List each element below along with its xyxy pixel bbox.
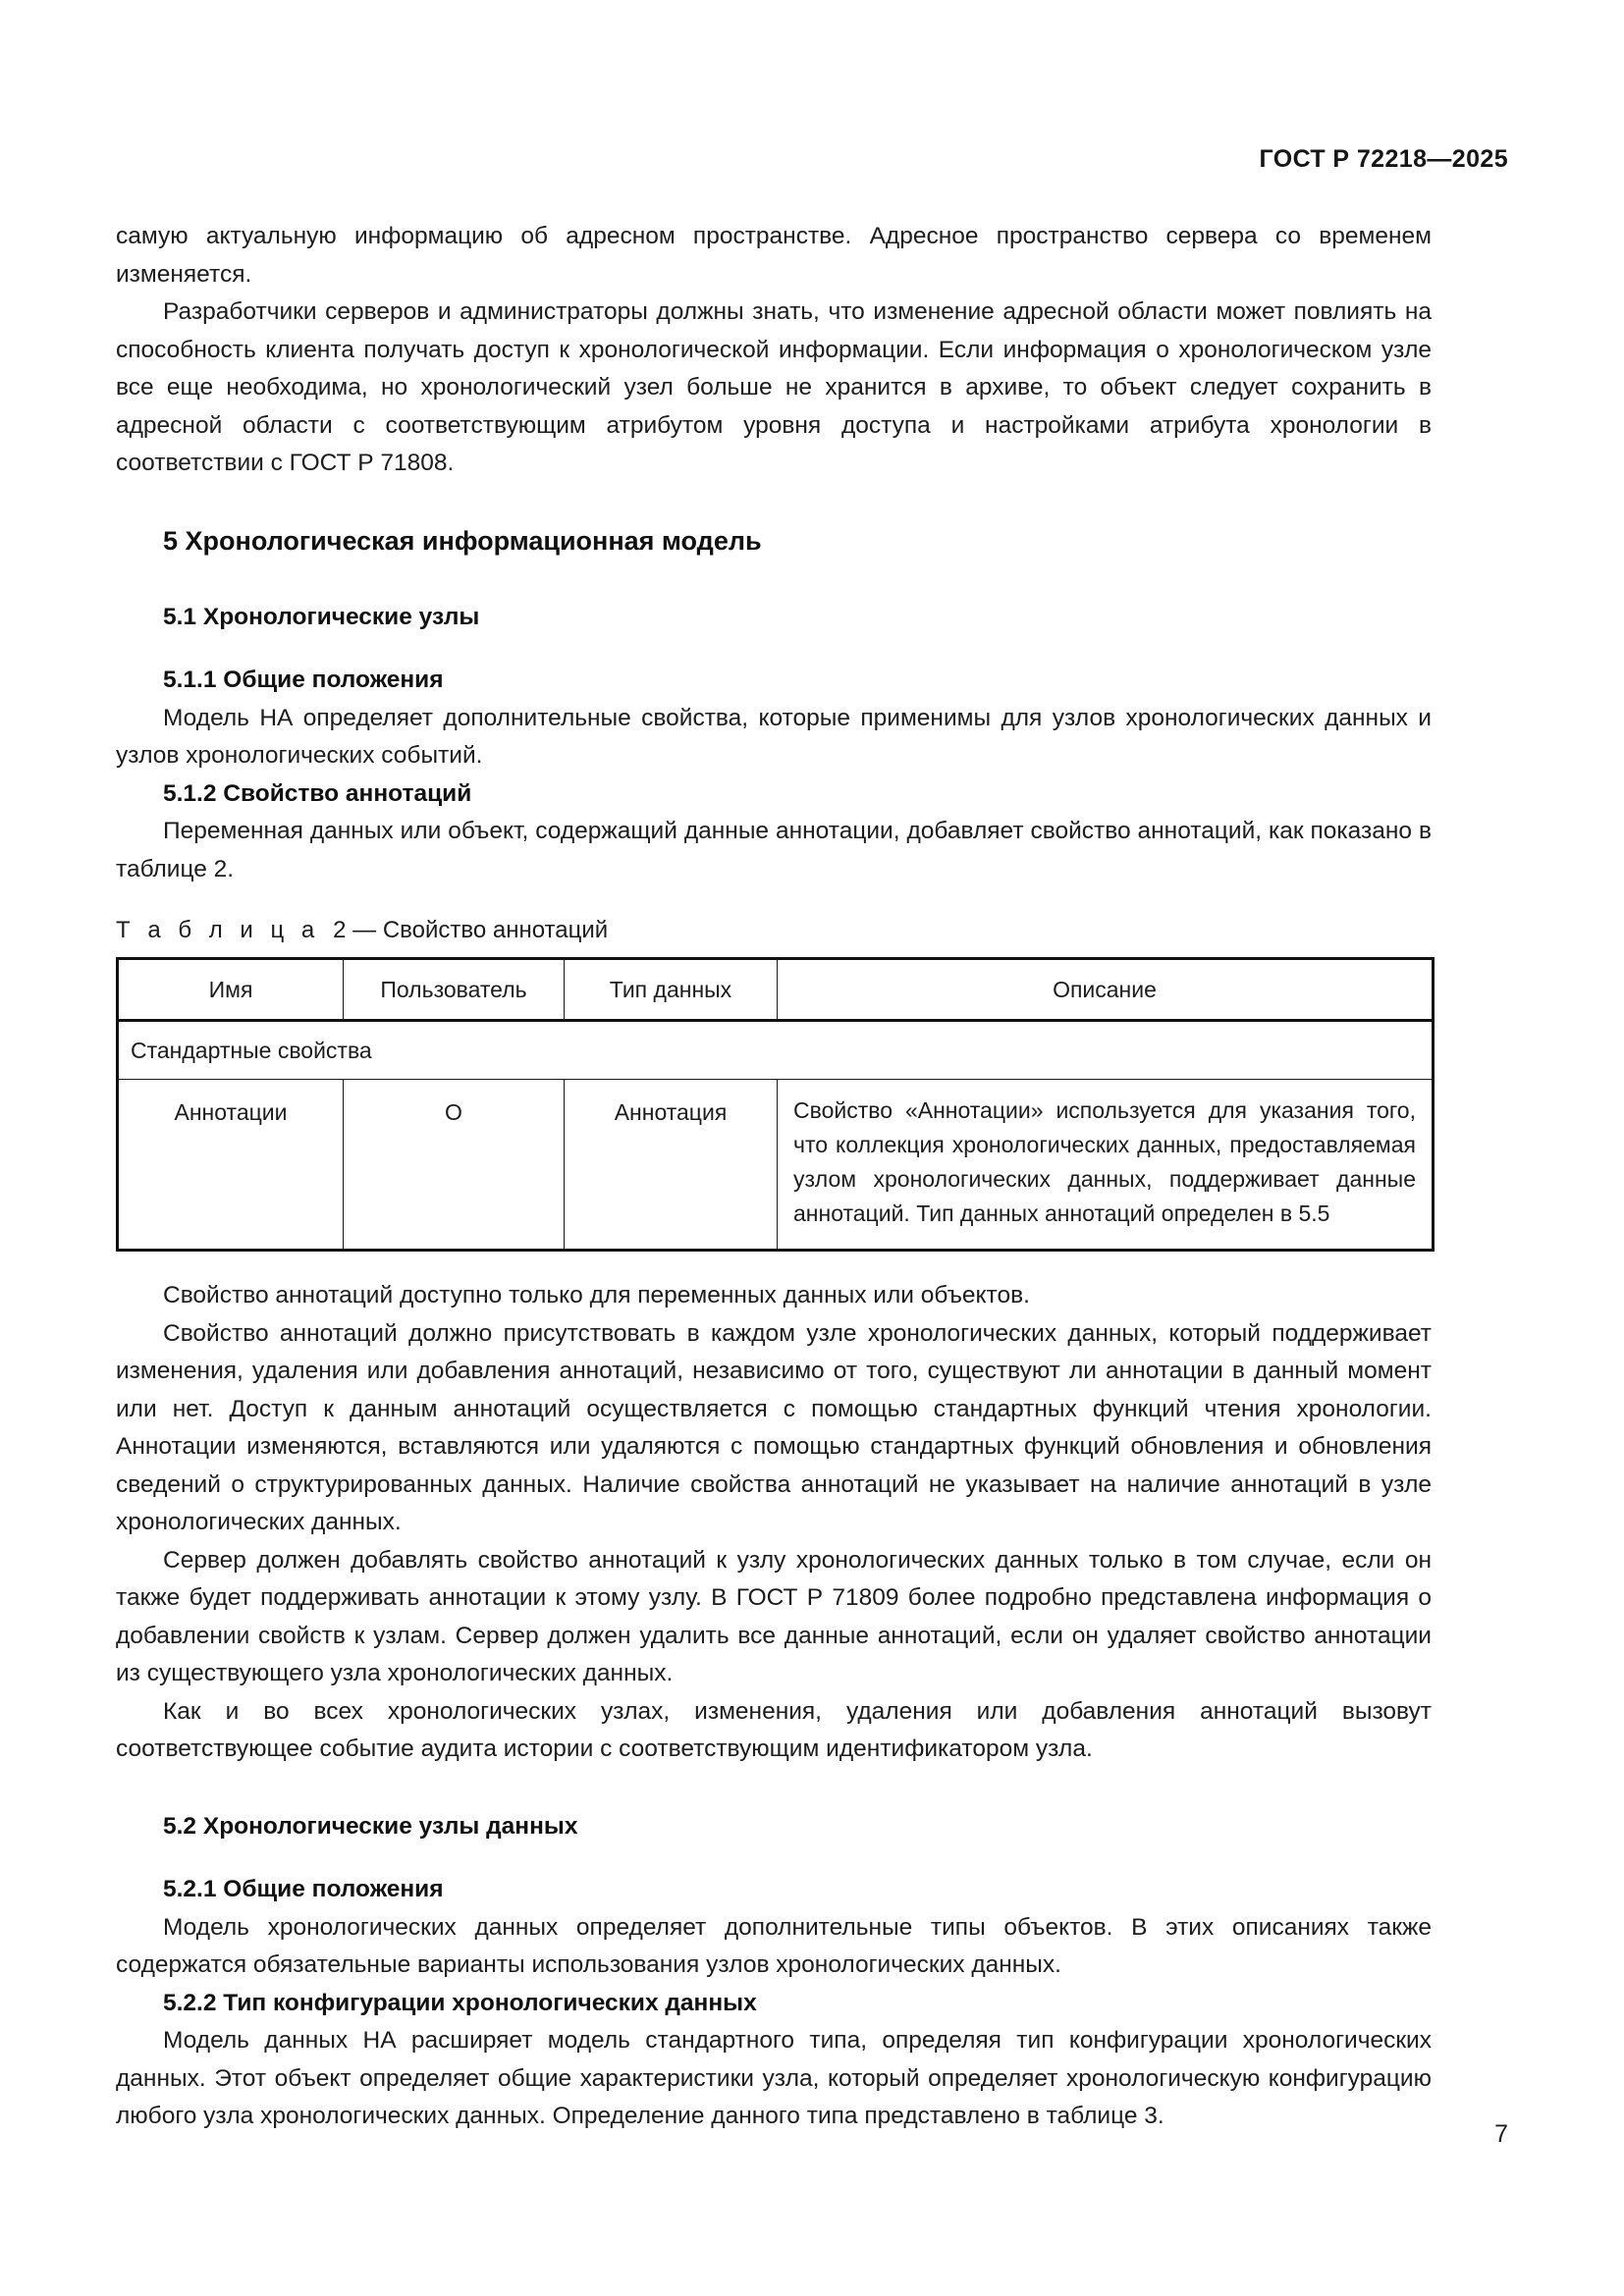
spacer	[116, 1252, 1432, 1277]
table-caption-title: Свойство аннотаций	[382, 917, 609, 943]
table-caption-dash: —	[352, 917, 377, 943]
table-group-label: Стандартные свойства	[118, 1021, 1434, 1080]
heading-clause-5-1-2: 5.1.2 Свойство аннотаций	[163, 779, 472, 807]
page-number: 7	[1494, 2120, 1508, 2148]
paragraph-annotation-presence: Свойство аннотаций должно присутствовать в каждом узле хронологических данных, который поддерживает изменения, удаления или добавления аннотаций, независимо от того, существуют ли аннотации в данный момент или нет. Доступ к данным аннотаций осуществляется с помощью стандартных функций чтения хронологии. Аннотации изменяются, вставляются или удаляются с помощью стандартных функций обновления и обновления сведений о структурированных данных. Наличие свойства аннотаций не указывает на наличие аннотаций в узле хронологических данных.	[116, 1319, 1432, 1535]
paragraph-server-add-property: Сервер должен добавлять свойство аннотаций к узлу хронологических данных только в том случае, если он также будет поддерживать аннотации к этому узлу. В ГОСТ Р 71809 более подробно представлена информация о добавлении свойств к узлам. Сервер должен удалить все данные аннотаций, если он удаляет свойство аннотации из существующего узла хронологических данных.	[116, 1546, 1432, 1686]
table-header-row	[118, 959, 1434, 1021]
paragraph-developers-administrators: Разработчики серверов и администраторы должны знать, что изменение адресной области может повлиять на способность клиента получать доступ к хронологической информации. Если информация о хронологическом узле все еще необходима, но хронологический узел больше не хранится в архиве, то объект следует сохранить в адресной области с соответствующим атрибутом уровня доступа и настройками атрибута хронологии в соответствии с ГОСТ Р 71808.	[116, 298, 1432, 476]
paragraph-5-1-1: Модель НА определяет дополнительные свойства, которые применимы для узлов хронологических данных и узлов хронологических событий.	[116, 704, 1432, 769]
spacer	[116, 560, 1432, 599]
table-group-row	[118, 1021, 1434, 1080]
heading-clause-5-2: 5.2 Хронологические узлы данных	[163, 1812, 578, 1840]
table-row	[118, 1080, 1434, 1251]
spacer	[116, 636, 1432, 662]
paragraph-audit-event: Как и во всех хронологических узлах, изменения, удаления или добавления аннотаций вызовут соответствующее событие аудита истории с соответствующим идентификатором узла.	[116, 1697, 1432, 1762]
cell-data-type: Аннотация	[565, 1080, 778, 1251]
page-content	[116, 218, 1432, 2136]
spacer	[116, 483, 1432, 522]
table-header-data-type: Тип данных	[565, 959, 778, 1021]
paragraph-5-2-1: Модель хронологических данных определяет дополнительные типы объектов. В этих описаниях также содержатся обязательные варианты использования узлов хронологических данных.	[116, 1913, 1432, 1978]
table-header-user: Пользователь	[344, 959, 565, 1021]
heading-clause-5-2-2: 5.2.2 Тип конфигурации хронологических данных	[163, 1989, 757, 2016]
heading-clause-5: 5 Хронологическая информационная модель	[163, 525, 762, 556]
cell-name: Аннотации	[118, 1080, 344, 1251]
cell-user: О	[344, 1080, 565, 1251]
table-caption-number: 2	[333, 917, 347, 943]
table-header-description: Описание	[778, 959, 1434, 1021]
paragraph-5-1-2: Переменная данных или объект, содержащий данные аннотации, добавляет свойство аннотаций, как показано в таблице 2.	[116, 818, 1432, 882]
table-2-annotation-property	[116, 957, 1435, 1252]
table-2-caption	[116, 914, 1432, 947]
paragraph-annotation-availability: Свойство аннотаций доступно только для переменных данных или объектов.	[163, 1282, 1030, 1308]
paragraph-intro-continuation: самую актуальную информацию об адресном пространстве. Адресное пространство сервера со временем изменяется.	[116, 223, 1432, 288]
spacer	[116, 1845, 1432, 1871]
heading-clause-5-2-1: 5.2.1 Общие положения	[163, 1876, 444, 1902]
table-header-name: Имя	[118, 959, 344, 1021]
heading-clause-5-1-1: 5.1.1 Общие положения	[163, 667, 444, 693]
running-header-standard-number: ГОСТ Р 72218—2025	[1259, 145, 1508, 173]
table-caption-label: Т а б л и ц а	[116, 917, 320, 943]
spacer	[116, 888, 1432, 914]
spacer	[116, 1769, 1432, 1808]
paragraph-5-2-2: Модель данных НА расширяет модель стандартного типа, определяя тип конфигурации хронологических данных. Этот объект определяет общие характеристики узла, который определяет хронологическую конфигурацию любого узла хронологических данных. Определение данного типа представлено в таблице 3.	[116, 2027, 1432, 2129]
heading-clause-5-1: 5.1 Хронологические узлы	[163, 603, 480, 630]
cell-description: Свойство «Аннотации» используется для указания того, что коллекция хронологических данных, предоставляемая узлом хронологических данных, поддерживает данные аннотаций. Тип данных аннотаций определен в 5.5	[778, 1080, 1434, 1251]
